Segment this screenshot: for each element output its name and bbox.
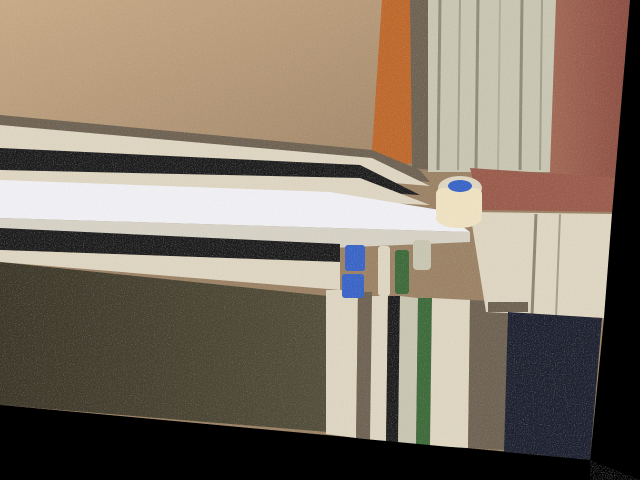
cabinet-vertical-lines (428, 0, 560, 172)
navy-panel (504, 312, 602, 460)
green-bottle (395, 250, 409, 294)
blue-item (342, 274, 364, 298)
cup (436, 176, 482, 228)
bottom-shelf-items (488, 302, 528, 312)
blue-item-top (345, 245, 365, 271)
lower-vertical-strips (326, 290, 508, 450)
small-jar (413, 240, 431, 270)
clear-bottle (378, 246, 390, 296)
